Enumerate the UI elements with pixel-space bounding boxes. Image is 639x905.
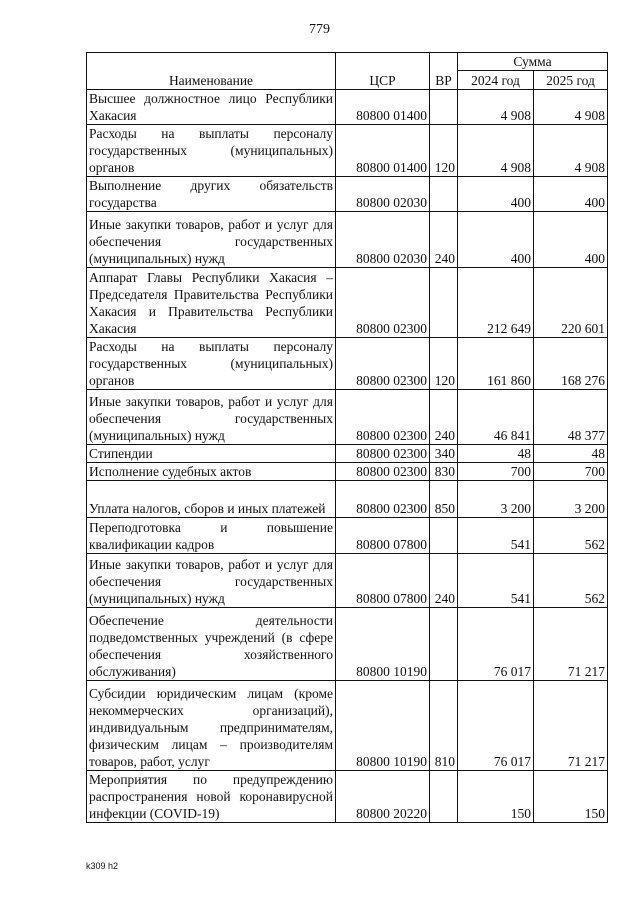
- header-csr: ЦСР: [336, 53, 430, 90]
- table-row: [87, 125, 608, 177]
- table-row: [87, 390, 608, 445]
- row-csr: 80800 07800: [336, 518, 430, 554]
- row-amount-2025: 700: [534, 463, 608, 481]
- row-amount-2025: 150: [534, 771, 608, 823]
- row-csr: 80800 10190: [336, 608, 430, 681]
- row-amount-2024: 3 200: [458, 481, 534, 518]
- table-row: [87, 481, 608, 518]
- table-row: [87, 338, 608, 390]
- row-amount-2025: 400: [534, 177, 608, 212]
- row-name: Расходы на выплаты персоналу государственных (муниципальных) органов: [87, 125, 336, 177]
- row-name: Переподготовка и повышение квалификации кадров: [87, 518, 336, 554]
- header-year-2024: 2024 год: [458, 71, 534, 90]
- row-amount-2024: 400: [458, 177, 534, 212]
- row-name: Иные закупки товаров, работ и услуг для обеспечения государственных (муниципальных) нужд: [87, 390, 336, 445]
- row-amount-2025: 48 377: [534, 390, 608, 445]
- row-amount-2025: 562: [534, 518, 608, 554]
- header-year-2025: 2025 год: [534, 71, 608, 90]
- row-vr: 240: [430, 390, 458, 445]
- row-amount-2024: 76 017: [458, 681, 534, 771]
- footer-document-code: k309 h2: [86, 861, 119, 871]
- row-vr: 850: [430, 481, 458, 518]
- row-name: Иные закупки товаров, работ и услуг для обеспечения государственных (муниципальных) нужд: [87, 212, 336, 268]
- row-csr: 80800 02300: [336, 390, 430, 445]
- row-amount-2025: 71 217: [534, 681, 608, 771]
- row-amount-2025: 4 908: [534, 90, 608, 125]
- row-amount-2025: 168 276: [534, 338, 608, 390]
- budget-table: [86, 52, 608, 823]
- row-amount-2025: 4 908: [534, 125, 608, 177]
- table-row: [87, 608, 608, 681]
- table-row: [87, 268, 608, 338]
- row-amount-2025: 400: [534, 212, 608, 268]
- row-name: Исполнение судебных актов: [87, 463, 336, 481]
- row-vr: 240: [430, 554, 458, 608]
- row-name: Аппарат Главы Республики Хакасия – Председателя Правительства Республики Хакасия и Правительства Республики Хакасия: [87, 268, 336, 338]
- row-amount-2025: 562: [534, 554, 608, 608]
- table-row: [87, 445, 608, 463]
- row-csr: 80800 02030: [336, 177, 430, 212]
- row-csr: 80800 02300: [336, 445, 430, 463]
- row-name: Субсидии юридическим лицам (кроме некоммерческих организаций), индивидуальным предпринимателям, физическим лицам – производителям товаров, работ, услуг: [87, 681, 336, 771]
- row-name: Высшее должностное лицо Республики Хакасия: [87, 90, 336, 125]
- row-csr: 80800 01400: [336, 125, 430, 177]
- row-csr: 80800 02030: [336, 212, 430, 268]
- table-row: [87, 771, 608, 823]
- row-csr: 80800 01400: [336, 90, 430, 125]
- row-csr: 80800 02300: [336, 463, 430, 481]
- row-amount-2024: 48: [458, 445, 534, 463]
- row-amount-2024: 150: [458, 771, 534, 823]
- row-csr: 80800 20220: [336, 771, 430, 823]
- row-vr: [430, 268, 458, 338]
- row-amount-2025: 3 200: [534, 481, 608, 518]
- header-vr: ВР: [430, 53, 458, 90]
- row-csr: 80800 10190: [336, 681, 430, 771]
- row-name: Стипендии: [87, 445, 336, 463]
- table-row: [87, 681, 608, 771]
- row-vr: 240: [430, 212, 458, 268]
- row-vr: [430, 518, 458, 554]
- row-amount-2025: 220 601: [534, 268, 608, 338]
- row-name: Выполнение других обязательств государства: [87, 177, 336, 212]
- header-row-1: [87, 53, 608, 71]
- row-vr: [430, 608, 458, 681]
- row-amount-2025: 71 217: [534, 608, 608, 681]
- row-vr: [430, 177, 458, 212]
- row-csr: 80800 02300: [336, 268, 430, 338]
- row-vr: [430, 771, 458, 823]
- row-amount-2024: 541: [458, 554, 534, 608]
- row-vr: 120: [430, 338, 458, 390]
- row-csr: 80800 02300: [336, 481, 430, 518]
- table-row: [87, 463, 608, 481]
- table-row: [87, 90, 608, 125]
- row-csr: 80800 02300: [336, 338, 430, 390]
- header-name: Наименование: [87, 53, 336, 90]
- page-number: 779: [309, 22, 330, 37]
- row-amount-2024: 212 649: [458, 268, 534, 338]
- row-amount-2024: 4 908: [458, 90, 534, 125]
- row-vr: 810: [430, 681, 458, 771]
- row-name: Иные закупки товаров, работ и услуг для обеспечения государственных (муниципальных) нужд: [87, 554, 336, 608]
- row-amount-2024: 541: [458, 518, 534, 554]
- row-amount-2025: 48: [534, 445, 608, 463]
- table-row: [87, 177, 608, 212]
- table-row: [87, 554, 608, 608]
- row-vr: [430, 90, 458, 125]
- row-amount-2024: 4 908: [458, 125, 534, 177]
- header-sum: Сумма: [458, 53, 608, 71]
- table-row: [87, 518, 608, 554]
- row-name: Уплата налогов, сборов и иных платежей: [87, 481, 336, 518]
- row-amount-2024: 400: [458, 212, 534, 268]
- row-csr: 80800 07800: [336, 554, 430, 608]
- row-vr: 120: [430, 125, 458, 177]
- table-row: [87, 212, 608, 268]
- row-amount-2024: 161 860: [458, 338, 534, 390]
- row-amount-2024: 700: [458, 463, 534, 481]
- row-vr: 830: [430, 463, 458, 481]
- row-amount-2024: 76 017: [458, 608, 534, 681]
- row-amount-2024: 46 841: [458, 390, 534, 445]
- row-vr: 340: [430, 445, 458, 463]
- row-name: Мероприятия по предупреждению распространения новой коронавирусной инфекции (COVID-19): [87, 771, 336, 823]
- row-name: Расходы на выплаты персоналу государственных (муниципальных) органов: [87, 338, 336, 390]
- row-name: Обеспечение деятельности подведомственных учреждений (в сфере обеспечения хозяйственного обслуживания): [87, 608, 336, 681]
